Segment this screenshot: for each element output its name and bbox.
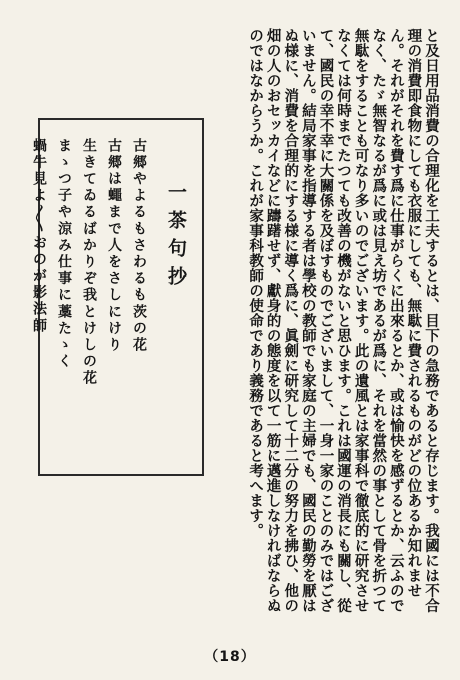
poem-line-2: 古郷は蠅まで人をさしにけり — [106, 138, 122, 354]
poem-line-1: 古郷やよるもさわるも茨の花 — [131, 138, 147, 354]
poem-line-5: 蝸牛見よ〳〵おのが影法師 — [31, 138, 47, 335]
poem-line-4: まゝつ子や涼み仕事に藁たゝく — [56, 138, 72, 371]
poem-line-3: 生きてゐるばかりぞ我とけしの花 — [81, 138, 97, 387]
body-paragraph: と及日用品消費の合理化を工夫するとは、目下の急務であると存じます。我國には不合理の消費即食物にしても衣服にしても、無駄に費されるものがどの位あるか知れません。それがそれを費す爲に仕事がらくに出來るとか、或は愉快を感ずるとか、云ふのでなく、たゞ無智なるが爲に或は見え坊であるが爲に、それを當然の事として骨を折つて無駄をすることも可なり多いのでございます。此の遺風とは家事科で徹底的に研究させなくては何時までたつても改善の機がないと思ひます。これは國運の消長にも關し、從て、國民の幸不幸に大關係を及ぼすものでございまして、一身一家のことのみではございません。結局家事を指導する者は學校の教師でも家庭の主婦でも、國民の勤勞を厭はぬ様に、消費を合理的にする様に導く爲に、眞劍に研究して十二分の努力を拂ひ、他の畑の人のおセッカイなどに躊躇せず、獻身的の態度を以て一筋に邁進しなければならぬのではなからうか。これが家事科教師の使命であり義務であると考へます。 — [247, 28, 440, 613]
poem-content — [25, 138, 188, 463]
poem-box — [31, 118, 204, 476]
page-number: （18） — [204, 649, 256, 665]
body-text — [228, 28, 440, 618]
poem-title: 一茶句抄 — [165, 182, 187, 294]
